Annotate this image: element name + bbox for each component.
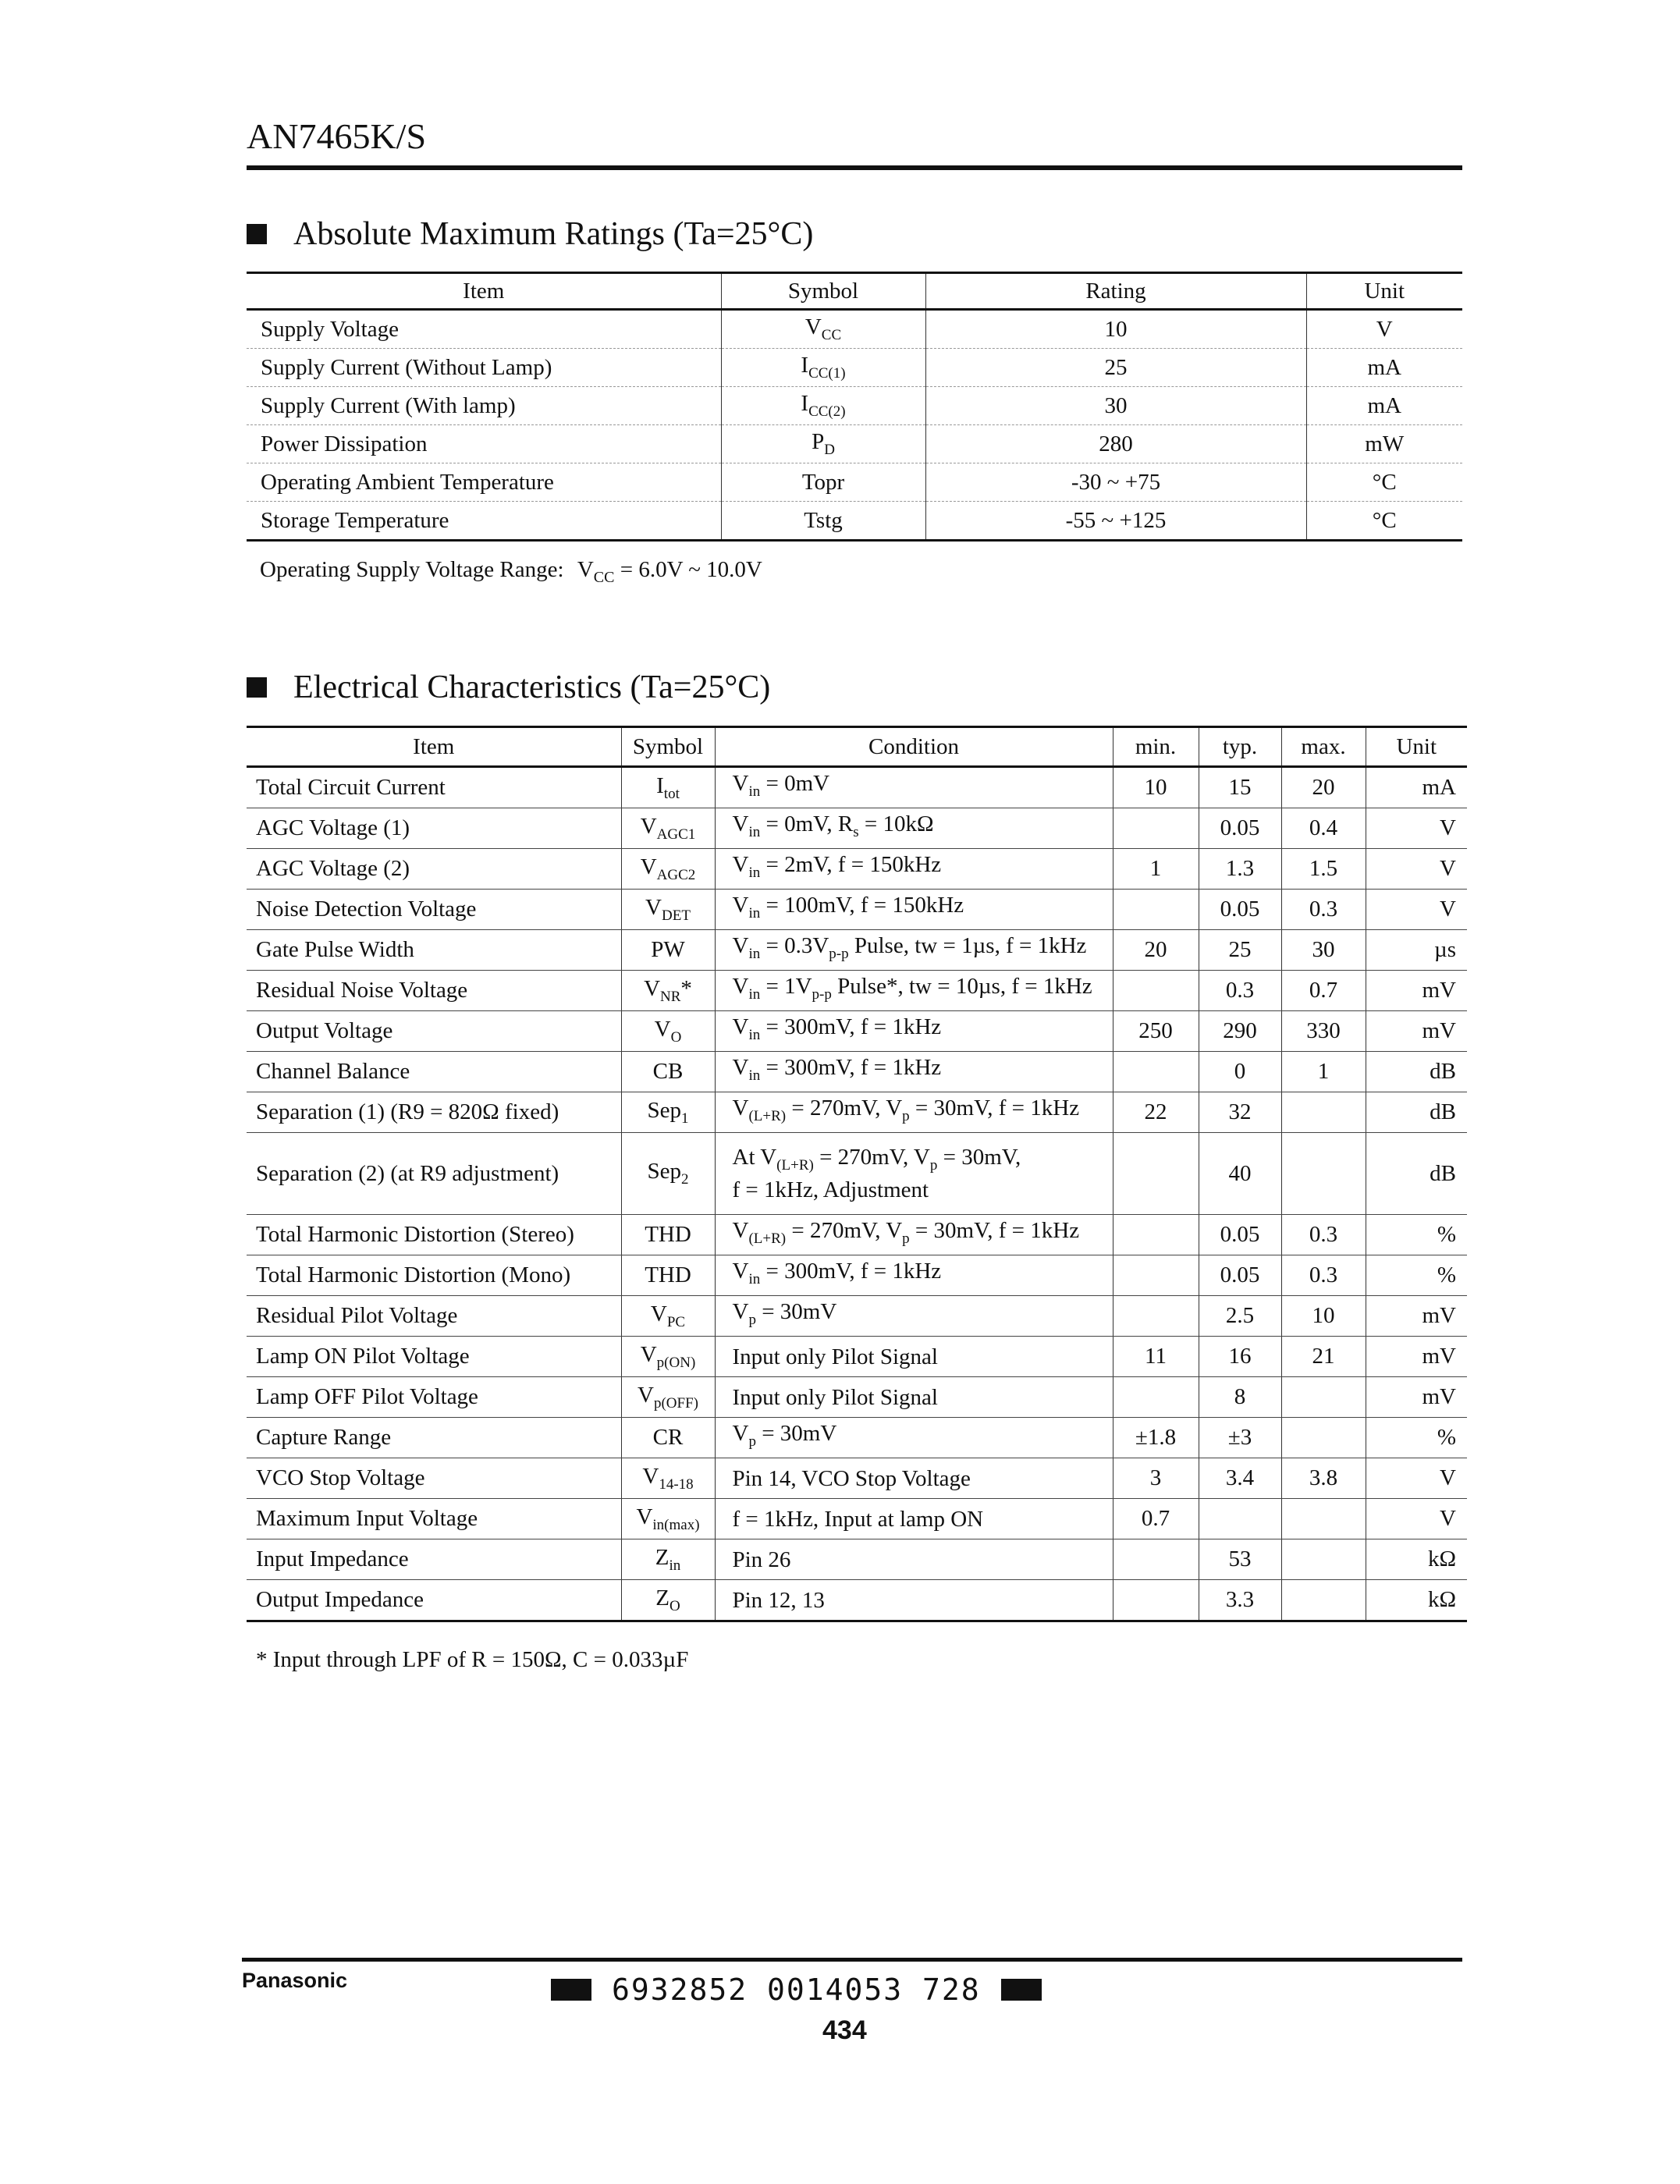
cell-unit: mV: [1366, 1337, 1467, 1377]
table-row: [247, 1580, 1467, 1621]
cell-typ: 2.5: [1199, 1296, 1281, 1337]
cell-item: Output Impedance: [256, 1587, 424, 1612]
cell-rating: 25: [925, 349, 1306, 387]
catalog-code-text: 6932852 0014053 728: [612, 1973, 981, 2007]
cell-condition: $V_{(L+R)} = 270mV$, $V_p = 30mV$, f = 1kHz: [715, 1092, 1113, 1133]
cell-condition: At $V_{(L+R)} = 270mV$, $V_p = 30mV$, f = 1kHz, Adjustment: [715, 1133, 1113, 1215]
cell-max: [1281, 1133, 1366, 1215]
table-row: [247, 971, 1467, 1011]
cell-unit: mV: [1366, 1296, 1467, 1337]
cell-max: 30: [1281, 930, 1366, 971]
cell-max: 1.5: [1281, 849, 1366, 890]
cell-rating: -55 ~ +125: [925, 502, 1306, 541]
cell-rating: 30: [925, 387, 1306, 425]
col-header-symbol: Symbol: [721, 273, 925, 310]
cell-max: 3.8: [1281, 1458, 1366, 1499]
cell-typ: 0.05: [1199, 890, 1281, 930]
cell-min: 22: [1113, 1092, 1199, 1133]
cell-item: AGC Voltage (2): [247, 849, 621, 890]
cell-max: 10: [1281, 1296, 1366, 1337]
cell-condition: Input only Pilot Signal: [715, 1337, 1113, 1377]
cell-condition: $V_{in} = 0mV$, $R_s = 10k\Omega$: [715, 808, 1113, 849]
cell-max: 0.3: [1281, 1255, 1366, 1296]
cell-min: [1113, 971, 1199, 1011]
cell-condition: Input only Pilot Signal: [715, 1377, 1113, 1418]
cell-item: Gate Pulse Width: [247, 930, 621, 971]
cell-typ: 0.05: [1199, 808, 1281, 849]
supply-voltage-range-note: [260, 557, 762, 587]
col-header-item: Item: [247, 273, 721, 310]
cell-min: [1113, 1296, 1199, 1337]
table-row: [247, 1215, 1467, 1255]
cell-unit: °C: [1306, 502, 1462, 541]
cell-condition: $V_{in} = 0.3V_{p-p}$ Pulse, tw = 1µs, f = 1kHz: [715, 930, 1113, 971]
cell-symbol: $I_{CC(2)}$: [721, 387, 925, 425]
cell-unit: mA: [1306, 349, 1462, 387]
cell-condition: $V_{in} = 100mV$, f = 150kHz: [715, 890, 1113, 930]
cell-max: [1281, 1539, 1366, 1580]
table-row: [247, 1377, 1467, 1418]
cell-symbol: $V_{p(OFF)}$: [621, 1377, 715, 1418]
col-header-unit: Unit: [1366, 727, 1467, 767]
cell-typ: 8: [1199, 1377, 1281, 1418]
cell-condition: $V_{in} = 300mV$, f = 1kHz: [715, 1052, 1113, 1092]
cell-max: [1281, 1580, 1366, 1621]
section-title: Absolute Maximum Ratings (Ta=25°C): [293, 216, 814, 252]
cell-min: ±1.8: [1113, 1418, 1199, 1458]
cell-typ: 0.3: [1199, 971, 1281, 1011]
cell-max: [1281, 1377, 1366, 1418]
cell-unit: V: [1366, 849, 1467, 890]
cell-rating: 10: [925, 310, 1306, 349]
cell-condition: Pin 26: [715, 1539, 1113, 1580]
cell-symbol: Topr: [721, 463, 925, 502]
cell-unit: V: [1366, 1458, 1467, 1499]
cell-symbol: $I_{CC(1)}$: [721, 349, 925, 387]
range-label: Operating Supply Voltage Range:: [260, 557, 564, 582]
col-header-symbol: Symbol: [621, 727, 715, 767]
cell-symbol: $V_{14-18}$: [621, 1458, 715, 1499]
cell-symbol: $I_{tot}$: [621, 767, 715, 808]
cell-min: [1113, 1377, 1199, 1418]
section-heading-electrical: [247, 669, 770, 706]
cell-symbol: $V_{in(max)}$: [621, 1499, 715, 1539]
brand-name: Panasonic: [242, 1969, 348, 1992]
part-number-title: AN7465K/S: [247, 116, 427, 156]
cell-typ: 0.05: [1199, 1215, 1281, 1255]
cell-min: 20: [1113, 930, 1199, 971]
cell-typ: 32: [1199, 1092, 1281, 1133]
cell-unit: %: [1366, 1418, 1467, 1458]
cell-condition: $V_p = 30mV$: [715, 1418, 1113, 1458]
cell-max: [1281, 1499, 1366, 1539]
table-row: [247, 849, 1467, 890]
table-row: [247, 1499, 1467, 1539]
table-row: [247, 1011, 1467, 1052]
cell-item: Total Harmonic Distortion (Stereo): [247, 1215, 621, 1255]
cell-unit: %: [1366, 1215, 1467, 1255]
table-row: [247, 890, 1467, 930]
cell-item: Storage Temperature: [261, 507, 449, 533]
cell-item: Noise Detection Voltage: [247, 890, 621, 930]
cell-typ: 0.05: [1199, 1255, 1281, 1296]
cell-max: 0.3: [1281, 1215, 1366, 1255]
table-row: [247, 502, 1462, 541]
table-row: [247, 1337, 1467, 1377]
cell-max: 330: [1281, 1011, 1366, 1052]
cell-item: Supply Voltage: [247, 310, 721, 349]
cell-min: 1: [1113, 849, 1199, 890]
cell-typ: 1.3: [1199, 849, 1281, 890]
table-row: [247, 1092, 1467, 1133]
table-row: [247, 1133, 1467, 1215]
cell-symbol: $V_{CC}$: [721, 310, 925, 349]
cell-min: [1113, 1539, 1199, 1580]
cell-item: Channel Balance: [247, 1052, 621, 1092]
cell-typ: 25: [1199, 930, 1281, 971]
square-bullet-icon: [247, 677, 267, 698]
col-header-typ: typ.: [1199, 727, 1281, 767]
cell-unit: kΩ: [1366, 1580, 1467, 1621]
cell-symbol: CB: [621, 1052, 715, 1092]
table-row: [247, 808, 1467, 849]
cell-min: [1113, 808, 1199, 849]
cell-item: Separation (1) (R9 = 820Ω fixed): [247, 1092, 621, 1133]
cell-typ: [1199, 1499, 1281, 1539]
cell-unit: µs: [1366, 930, 1467, 971]
cell-max: 0.4: [1281, 808, 1366, 849]
cell-min: [1113, 1255, 1199, 1296]
cell-item: Operating Ambient Temperature: [247, 463, 721, 502]
cell-condition: $V_{in} = 0mV$: [715, 767, 1113, 808]
cell-min: [1113, 1052, 1199, 1092]
range-value: = 6.0V ~ 10.0V: [620, 557, 762, 582]
cell-min: [1113, 890, 1199, 930]
cell-min: [1113, 1215, 1199, 1255]
table-row: [247, 1296, 1467, 1337]
cell-max: [1281, 1092, 1366, 1133]
cell-min: 3: [1113, 1458, 1199, 1499]
cell-symbol: Sep$_1$: [621, 1092, 715, 1133]
cell-unit: dB: [1366, 1092, 1467, 1133]
cell-max: 21: [1281, 1337, 1366, 1377]
col-header-max: max.: [1281, 727, 1366, 767]
catalog-code: [531, 1973, 1062, 2007]
table-row: [247, 930, 1467, 971]
table-row: [247, 1255, 1467, 1296]
cell-condition: $V_{in} = 300mV$, f = 1kHz: [715, 1011, 1113, 1052]
table-row: [247, 310, 1462, 349]
cell-symbol: $V_{PC}$: [621, 1296, 715, 1337]
cell-symbol: Sep$_2$: [621, 1133, 715, 1215]
cell-unit: mV: [1366, 1011, 1467, 1052]
col-header-condition: Condition: [715, 727, 1113, 767]
page-number: 434: [822, 2015, 867, 2045]
cell-typ: 15: [1199, 767, 1281, 808]
cell-item: AGC Voltage (1): [247, 808, 621, 849]
table-row: [247, 1418, 1467, 1458]
cell-item: Input Impedance: [247, 1539, 621, 1580]
cell-symbol: $P_D$: [721, 425, 925, 463]
cell-item: Supply Current (With lamp): [247, 387, 721, 425]
cell-typ: ±3: [1199, 1418, 1281, 1458]
cell-symbol: $V_O$: [621, 1011, 715, 1052]
table-row: [247, 1539, 1467, 1580]
cell-rating: -30 ~ +75: [925, 463, 1306, 502]
cell-symbol: THD: [621, 1215, 715, 1255]
cell-symbol: $V_{DET}$: [621, 890, 715, 930]
table-row: [247, 387, 1462, 425]
cell-symbol: $V_{AGC1}$: [621, 808, 715, 849]
cell-symbol: $V_{p(ON)}$: [621, 1337, 715, 1377]
cell-item: Supply Current (Without Lamp): [247, 349, 721, 387]
cell-unit: V: [1366, 1499, 1467, 1539]
table-row: [247, 1052, 1467, 1092]
cell-min: 250: [1113, 1011, 1199, 1052]
cell-symbol: THD: [621, 1255, 715, 1296]
black-block-icon: [551, 1979, 591, 2001]
cell-condition: $V_p = 30mV$: [715, 1296, 1113, 1337]
cell-condition: $V_{in} = 2mV$, f = 150kHz: [715, 849, 1113, 890]
cell-max: 0.7: [1281, 971, 1366, 1011]
cell-symbol: $Z_{in}$: [621, 1539, 715, 1580]
cell-rating: 280: [925, 425, 1306, 463]
cell-condition: Pin 12, 13: [715, 1580, 1113, 1621]
cell-min: 10: [1113, 767, 1199, 808]
cell-unit: dB: [1366, 1052, 1467, 1092]
cell-typ: 3.4: [1199, 1458, 1281, 1499]
range-symbol: $V_{CC}$: [577, 557, 615, 586]
cell-unit: mW: [1306, 425, 1462, 463]
table-row: [247, 767, 1467, 808]
abs-max-ratings-table: [247, 272, 1462, 542]
cell-item: VCO Stop Voltage: [247, 1458, 621, 1499]
cell-unit: dB: [1366, 1133, 1467, 1215]
square-bullet-icon: [247, 224, 267, 244]
cell-max: 20: [1281, 767, 1366, 808]
cell-unit: °C: [1306, 463, 1462, 502]
cell-unit: mA: [1366, 767, 1467, 808]
cell-max: 0.3: [1281, 890, 1366, 930]
table-header-row: [247, 273, 1462, 310]
cell-max: 1: [1281, 1052, 1366, 1092]
footnote: * Input through LPF of R = 150Ω, C = 0.033µF: [256, 1647, 689, 1672]
cell-symbol: Tstg: [721, 502, 925, 541]
cell-item: Maximum Input Voltage: [247, 1499, 621, 1539]
cell-symbol: $V_{AGC2}$: [621, 849, 715, 890]
cell-min: 0.7: [1113, 1499, 1199, 1539]
cell-item: Capture Range: [247, 1418, 621, 1458]
cell-unit: kΩ: [1366, 1539, 1467, 1580]
cell-item: Power Dissipation: [247, 425, 721, 463]
cell-typ: 0: [1199, 1052, 1281, 1092]
cell-item: Lamp ON Pilot Voltage: [247, 1337, 621, 1377]
table-row: [247, 463, 1462, 502]
header-rule: [247, 165, 1462, 170]
table-row: [247, 425, 1462, 463]
cell-typ: 3.3: [1199, 1580, 1281, 1621]
cell-unit: mV: [1366, 1377, 1467, 1418]
table-row: [247, 349, 1462, 387]
cell-symbol: $V_{NR}*$: [621, 971, 715, 1011]
cell-symbol: PW: [621, 930, 715, 971]
cell-item: Output Voltage: [247, 1011, 621, 1052]
cell-condition: Pin 14, VCO Stop Voltage: [715, 1458, 1113, 1499]
electrical-characteristics-table: [247, 726, 1467, 1622]
cell-typ: 290: [1199, 1011, 1281, 1052]
cell-item: Total Harmonic Distortion (Mono): [247, 1255, 621, 1296]
section-title: Electrical Characteristics (Ta=25°C): [293, 669, 771, 705]
table-row: [247, 1458, 1467, 1499]
cell-item: Residual Noise Voltage: [247, 971, 621, 1011]
cell-max: [1281, 1418, 1366, 1458]
cell-unit: V: [1306, 310, 1462, 349]
cell-unit: mV: [1366, 971, 1467, 1011]
cell-symbol: CR: [621, 1418, 715, 1458]
cell-typ: 53: [1199, 1539, 1281, 1580]
cell-unit: V: [1366, 808, 1467, 849]
col-header-unit: Unit: [1306, 273, 1462, 310]
cell-condition: $V_{(L+R)} = 270mV$, $V_p = 30mV$, f = 1kHz: [715, 1215, 1113, 1255]
cell-item: Residual Pilot Voltage: [247, 1296, 621, 1337]
col-header-min: min.: [1113, 727, 1199, 767]
cell-unit: V: [1366, 890, 1467, 930]
cell-min: 11: [1113, 1337, 1199, 1377]
table-header-row: [247, 727, 1467, 767]
cell-typ: 16: [1199, 1337, 1281, 1377]
cell-symbol: $Z_O$: [621, 1580, 715, 1621]
section-heading-abs-max: [247, 215, 813, 253]
col-header-item: Item: [247, 727, 621, 767]
col-header-rating: Rating: [925, 273, 1306, 310]
cell-typ: 40: [1199, 1133, 1281, 1215]
footer-rule: [242, 1958, 1462, 1962]
cell-unit: mA: [1306, 387, 1462, 425]
cell-condition: $V_{in} = 1V_{p-p}$ Pulse*, tw = 10µs, f = 1kHz: [715, 971, 1113, 1011]
cell-condition: $V_{in} = 300mV$, f = 1kHz: [715, 1255, 1113, 1296]
cell-item: Lamp OFF Pilot Voltage: [247, 1377, 621, 1418]
black-block-icon: [1001, 1979, 1042, 2001]
cell-min: [1113, 1133, 1199, 1215]
cell-item: Total Circuit Current: [247, 767, 621, 808]
cell-item: Separation (2) (at R9 adjustment): [247, 1133, 621, 1215]
cell-unit: %: [1366, 1255, 1467, 1296]
cell-condition: f = 1kHz, Input at lamp ON: [715, 1499, 1113, 1539]
cell-min: [1113, 1580, 1199, 1621]
